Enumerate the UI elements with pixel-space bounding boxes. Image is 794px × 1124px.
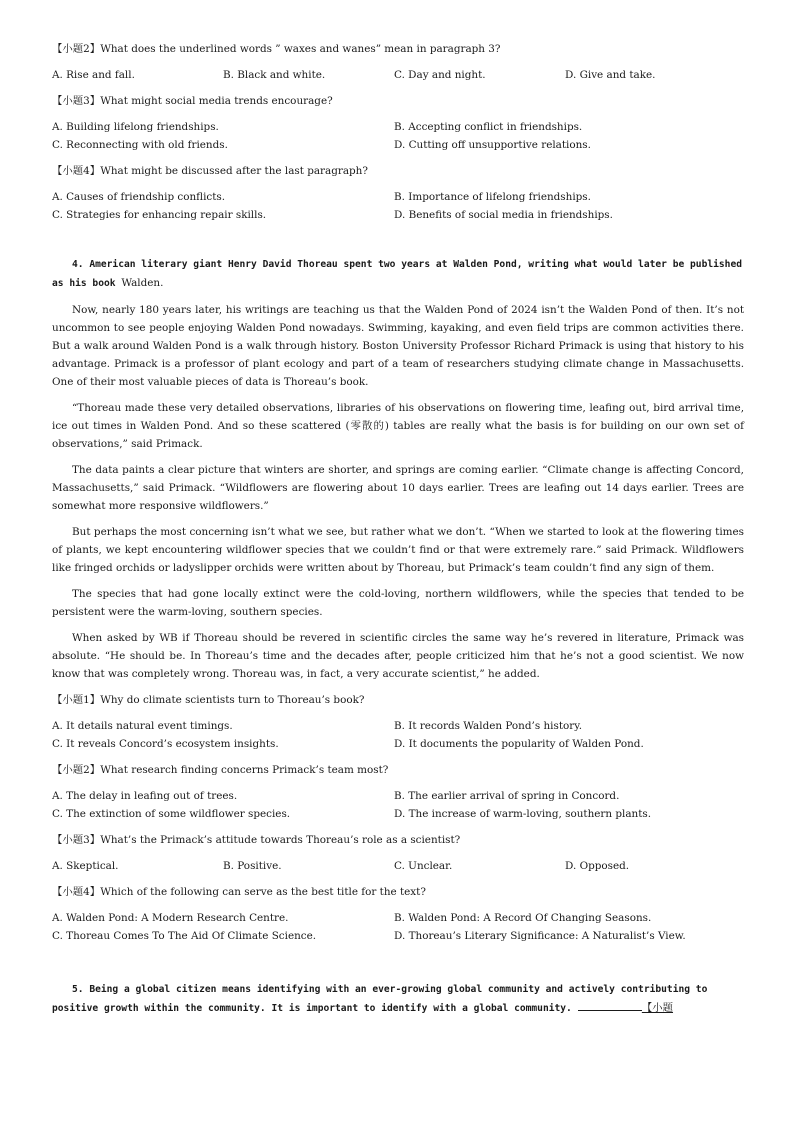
question-stem: 【小题3】What’s the Primack’s attitude towards Thoreau’s role as a scientist? [52,834,461,846]
option-grid [52,717,744,753]
option-a[interactable]: A. Skeptical. [52,860,119,872]
option-c[interactable]: C. The extinction of some wildflower species. [52,808,291,820]
option-b[interactable]: B. Walden Pond: A Record Of Changing Seasons. [394,912,652,924]
worksheet-page [52,40,744,1018]
option-c[interactable]: C. It reveals Concord’s ecosystem insights. [52,738,279,750]
option-row [52,66,744,84]
passage-paragraph: The data paints a clear picture that winters are shorter, and springs are coming earlier. “Climate change is affecting Concord, Massachusetts,” said Primack. “Wildflowers are flowering about 10 days earlier. Trees are leafing out 14 days earlier. Trees are somewhat more responsive wildflowers.” [52,464,744,512]
option-a[interactable]: A. It details natural event timings. [52,720,233,732]
question-stem: 【小题4】What might be discussed after the last paragraph? [52,165,368,177]
passage-paragraph: But perhaps the most concerning isn’t what we see, but rather what we don’t. “When we started to look at the flowering times of plants, we kept encountering wildflower species that we couldn’t find or that were extremely rare.” said Primack. Wildflowers like fringed orchids or ladyslipper orchids were written about by Thoreau, but Primack’s team couldn’t find any sign of them. [52,526,744,574]
question-stem: 【小题1】Why do climate scientists turn to Thoreau’s book? [52,694,365,706]
option-b[interactable]: B. Importance of lifelong friendships. [394,191,591,203]
option-c[interactable]: C. Reconnecting with old friends. [52,139,228,151]
option-grid [52,787,744,823]
option-b[interactable]: B. Accepting conflict in friendships. [394,121,583,133]
question-stem: 【小题3】What might social media trends encourage? [52,95,333,107]
passage-paragraph: The species that had gone locally extinct were the cold-loving, northern wildflowers, while the species that tended to be persistent were the warm-loving, southern species. [52,588,744,618]
passage-heading: 5. Being a global citizen means identifying with an ever-growing global community and actively contributing to positive growth within the community. It is important to identify with a global community. 【小题 [52,984,708,1014]
option-a[interactable]: A. The delay in leafing out of trees. [52,790,238,802]
option-a[interactable]: A. Walden Pond: A Modern Research Centre. [52,912,289,924]
passage-paragraph: “Thoreau made these very detailed observations, libraries of his observations on flowering time, leafing out, bird arrival time, ice out times in Walden Pond. And so these scattered (零散的) tables are really what the basis is for building on our own set of observations,” said Primack. [52,402,744,450]
option-grid [52,118,744,154]
option-d[interactable]: D. Opposed. [565,860,630,872]
option-d[interactable]: D. Benefits of social media in friendships. [394,209,613,221]
option-grid [52,188,744,224]
option-d[interactable]: D. It documents the popularity of Walden Pond. [394,738,644,750]
option-c[interactable]: C. Unclear. [394,860,453,872]
question-tag-start: 【小题 [641,1002,674,1014]
book-title: Walden. [121,277,164,289]
option-grid [52,909,744,945]
option-a[interactable]: A. Building lifelong friendships. [52,121,219,133]
passage-paragraph: Now, nearly 180 years later, his writings are teaching us that the Walden Pond of 2024 isn’t the Walden Pond of then. It’s not uncommon to see people enjoying Walden Pond nowadays. Swimming, kayaking, and even field trips are common activities there. But a walk around Walden Pond is a walk through history. Boston University Professor Richard Primack is using that history to his advantage. Primack is a professor of plant ecology and part of a team of researchers studying climate change in Massachusetts. One of their most valuable pieces of data is Thoreau’s book. [52,304,744,388]
option-d[interactable]: D. Give and take. [565,69,656,81]
passage-heading: 4. American literary giant Henry David Thoreau spent two years at Walden Pond, writing what would later be published as his book Walden. [52,259,743,289]
option-c[interactable]: C. Thoreau Comes To The Aid Of Climate Science. [52,930,317,942]
question-stem: 【小题2】What research finding concerns Primack’s team most? [52,764,389,776]
option-a[interactable]: A. Rise and fall. [52,69,135,81]
answer-blank[interactable] [578,1010,642,1011]
option-b[interactable]: B. Positive. [223,860,282,872]
option-d[interactable]: D. The increase of warm-loving, southern plants. [394,808,652,820]
option-b[interactable]: B. Black and white. [223,69,326,81]
option-row [52,857,744,875]
option-c[interactable]: C. Strategies for enhancing repair skills. [52,209,267,221]
question-stem: 【小题2】What does the underlined words ” waxes and wanes” mean in paragraph 3? [52,43,501,55]
option-d[interactable]: D. Cutting off unsupportive relations. [394,139,591,151]
option-d[interactable]: D. Thoreau’s Literary Significance: A Naturalist’s View. [394,930,686,942]
option-a[interactable]: A. Causes of friendship conflicts. [52,191,226,203]
passage-paragraph: When asked by WB if Thoreau should be revered in scientific circles the same way he’s revered in literature, Primack was absolute. “He should be. In Thoreau’s time and the decades after, people criticized him that he’s not a good scientist. We now know that was completely wrong. Thoreau was, in fact, a very accurate scientist,” he added. [52,632,744,680]
option-b[interactable]: B. The earlier arrival of spring in Concord. [394,790,620,802]
option-c[interactable]: C. Day and night. [394,69,486,81]
option-b[interactable]: B. It records Walden Pond’s history. [394,720,583,732]
question-stem: 【小题4】Which of the following can serve as the best title for the text? [52,886,426,898]
